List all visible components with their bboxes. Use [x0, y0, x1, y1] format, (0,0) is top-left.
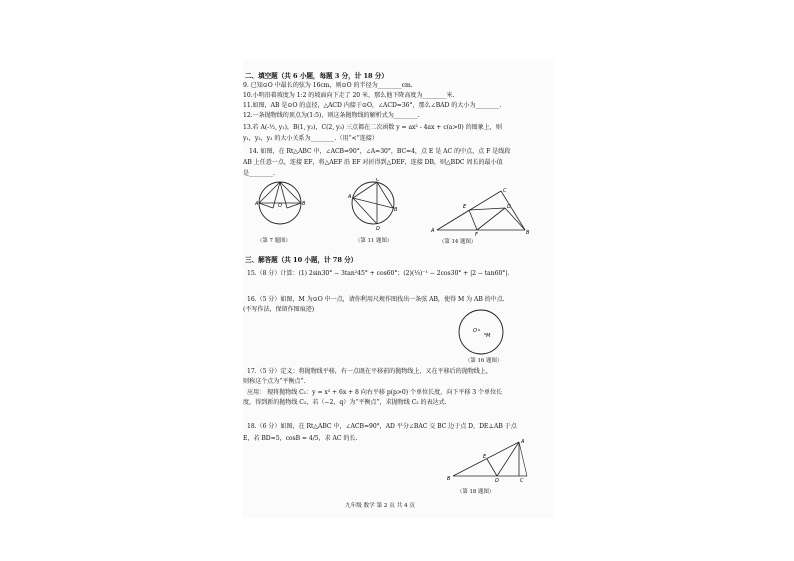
- figure-14-caption: （第 14 题图）: [439, 239, 477, 245]
- question-13-line-1: 13.若 A(-½, y₁)，B(1, y₂)，C(2, y₃) 三点都在二次函数 y = ax² - 4ax + c(a>0) 的图象上，则: [243, 124, 502, 131]
- fig18-label-e: E: [483, 454, 487, 460]
- fig11-label-a: A: [348, 194, 352, 200]
- fig14-label-c: C: [503, 188, 507, 194]
- question-14-line-3: 是________.: [243, 170, 275, 177]
- fig11-label-c: C: [376, 178, 380, 183]
- page-footer: 九年级 数学 第 2 页 共 4 页: [345, 503, 415, 509]
- fig14-label-f: F: [475, 232, 478, 236]
- question-16-line-1: 16.（5 分）如图，M 为⊙O 中一点，请你利用尺规作图找出一条弦 AB，使得 M 为 AB 的中点.: [247, 296, 505, 303]
- exam-page: [243, 60, 554, 518]
- fig14-label-d: D: [507, 204, 511, 210]
- fig7-label-o: O: [278, 203, 282, 209]
- figure-16-caption: （第 16 题图）: [465, 358, 503, 364]
- fig16-label-m: M: [486, 333, 491, 339]
- fig18-label-d: D: [495, 478, 499, 484]
- question-17-line-3: 应用： 现将抛物线 C₁：y = x² + 6x + 8 向右平移 p(p>0) 个单位长度，向下平移 3 个单位长: [247, 389, 503, 396]
- question-17-line-2: 则称这个点为“平衡点”.: [243, 378, 306, 385]
- fill-blank-heading: 二、填空题（共 6 小题，每题 3 分，计 18 分）: [245, 72, 388, 80]
- question-14-line-2: AB 上任意一点，连接 EF，将△AEF 沿 EF 对折得到△DEF，连接 DB，则△BDC 周长的最小值: [243, 159, 503, 166]
- figure-18-caption: （第 18 题图）: [457, 489, 495, 495]
- fig11-label-b: B: [394, 207, 398, 213]
- fig11-label-d: D: [376, 226, 380, 230]
- question-12: 12.一条抛物线的顶点为(1:5)，则这条抛物线的解析式为________.: [243, 112, 420, 119]
- question-17-line-1: 17.（5 分）定义：将抛物线平移，有一点既在平移前的抛物线上，又在平移后的抛物线上，: [247, 368, 492, 375]
- question-13-line-2: y₁，y₂，y₃ 的大小关系为________.（用“<”连接）: [243, 135, 378, 142]
- figure-16-circle: [455, 308, 507, 358]
- question-11: 11.如图，AB 是⊙O 的直径，△ACD 内接于⊙O，∠ACD=36°，那么∠BAD 的大小为________.: [243, 102, 502, 109]
- fig7-label-a: A: [255, 201, 259, 207]
- question-17-line-4: 度，得到新的抛物线 C₂，若（−2，q）为“平衡点”，求抛物线 C₂ 的表达式.: [243, 399, 447, 406]
- figure-18-triangle: [447, 438, 533, 484]
- question-18-line-1: 18.（6 分）如图，在 Rt△ABC 中，∠ACB=90°，AD 平分∠BAC 交 BC 边于点 D，DE⊥AB 于点: [247, 423, 517, 430]
- fig14-label-e: E: [463, 204, 467, 210]
- question-14-line-1: 14. 如图，在 Rt△ABC 中，∠ACB=90°，∠A=30°，BC=4，点 E 是 AC 的中点，点 F 是线段: [249, 148, 511, 155]
- figure-11-caption: （第 11 题图）: [355, 238, 393, 244]
- figure-7-circle: [253, 178, 307, 230]
- fig18-label-b: B: [447, 476, 451, 482]
- fig7-label-b: B: [302, 201, 306, 207]
- question-10: 10.小明沿着坡度为 1:2 的坡面向下走了 20 米，那么他下降高度为________米.: [243, 92, 455, 99]
- figure-7-caption: （第 7 题图）: [257, 238, 291, 244]
- figure-11-circle: [347, 178, 399, 230]
- fig14-label-a: A: [431, 228, 435, 234]
- figure-14-triangle: [429, 186, 533, 236]
- question-16-line-2: (不写作法，保留作图痕迹): [243, 306, 315, 313]
- fig18-label-a: A: [521, 439, 525, 445]
- solve-heading: 三、解答题（共 10 小题，计 78 分）: [245, 256, 358, 264]
- question-9: 9. 已知⊙O 中最长的弦为 16cm，则⊙O 的半径为________cm.: [243, 82, 413, 89]
- fig14-label-b: B: [526, 230, 530, 236]
- fig18-label-c: C: [520, 478, 524, 484]
- question-15: 15.（8 分）计算：(1) 2sin30° − 3tan²45° + cos60°；(2)(⅓)⁻¹ − 2cos30° + |2 − tan60°|.: [247, 270, 510, 277]
- fig16-label-o: O: [473, 328, 477, 334]
- question-18-line-2: E，若 BD=5，cosB = 4/5，求 AC 的长.: [243, 435, 358, 442]
